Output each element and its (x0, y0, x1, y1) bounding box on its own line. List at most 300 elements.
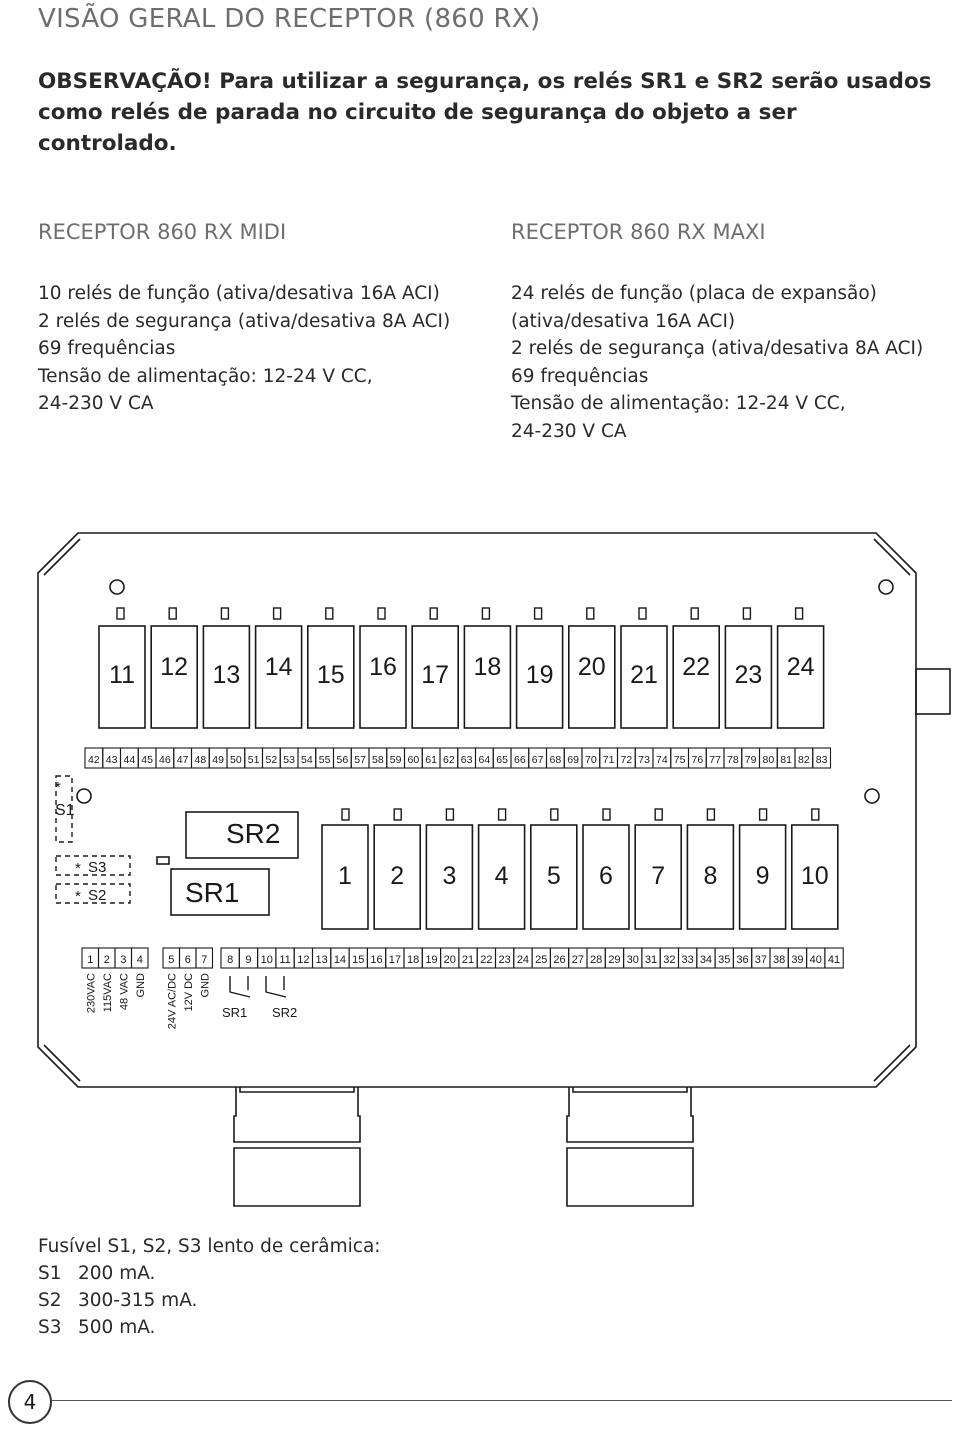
relay-1 (322, 809, 368, 929)
relay-led (169, 608, 176, 619)
terminal-number: 54 (301, 754, 313, 766)
relay-13 (203, 608, 249, 728)
note-prefix: OBSERVAÇÃO! (38, 69, 212, 94)
terminal-number: 64 (478, 754, 491, 766)
terminal-number: 47 (176, 754, 189, 766)
terminal-15 (349, 948, 367, 968)
terminal-78 (724, 748, 742, 768)
terminal-number: 55 (318, 754, 331, 766)
relay-number: 23 (734, 661, 763, 689)
terminal-76 (689, 748, 707, 768)
terminal-47 (174, 748, 192, 768)
terminal-number: 82 (798, 754, 810, 766)
terminal-number: 26 (553, 954, 566, 966)
midi-spec-line: 10 relés de função (ativa/desativa 16A ACI) (38, 283, 440, 304)
terminal-number: 39 (791, 954, 804, 966)
terminal-65 (493, 748, 511, 768)
terminal-23 (496, 948, 514, 968)
terminal-12 (294, 948, 312, 968)
relay-4 (479, 809, 525, 929)
terminal-1 (82, 948, 99, 968)
terminal-number: 67 (531, 754, 544, 766)
mounting-hole (77, 789, 91, 803)
terminal-42 (85, 748, 103, 768)
terminal-number: 16 (370, 954, 383, 966)
mounting-hole (865, 789, 879, 803)
terminal-number: 69 (567, 754, 579, 766)
terminal-52 (263, 748, 281, 768)
terminal-number: 83 (815, 754, 828, 766)
terminal-7 (196, 948, 213, 968)
relay-led (274, 608, 281, 619)
terminal-number: 20 (443, 954, 456, 966)
terminal-number: 45 (141, 754, 153, 766)
terminal-43 (103, 748, 121, 768)
page-title: VISÃO GERAL DO RECEPTOR (860 RX) (38, 4, 541, 34)
terminal-number: 17 (388, 954, 401, 966)
terminal-27 (569, 948, 587, 968)
terminal-66 (511, 748, 529, 768)
terminal-77 (706, 748, 724, 768)
relay-number: 8 (703, 862, 718, 890)
fuse-value: 200 mA. (78, 1263, 156, 1284)
terminal-37 (752, 948, 770, 968)
terminal-number: 48 (194, 754, 207, 766)
terminal-31 (642, 948, 660, 968)
side-tab (916, 669, 950, 714)
relay-number: 19 (525, 661, 554, 689)
corner-mark (874, 539, 910, 575)
terminal-69 (564, 748, 582, 768)
maxi-spec-line: Tensão de alimentação: 12-24 V CC, (511, 393, 846, 414)
dc-terminal-strip (163, 948, 213, 1029)
terminal-59 (387, 748, 405, 768)
terminal-number: 5 (168, 954, 175, 966)
terminal-number: 62 (443, 754, 455, 766)
lower-relays (322, 809, 838, 929)
relay-23 (725, 608, 771, 728)
relay-led (796, 608, 803, 619)
relay-led (535, 608, 542, 619)
terminal-number: 56 (336, 754, 349, 766)
maxi-spec-line: (ativa/desativa 16A ACI) (511, 310, 736, 332)
supply-label: GND (199, 973, 212, 998)
terminal-33 (679, 948, 697, 968)
relay-led (117, 608, 124, 619)
relay-2 (374, 809, 420, 929)
terminal-80 (760, 748, 778, 768)
terminal-63 (458, 748, 476, 768)
midi-spec-line: 69 frequências (38, 338, 176, 359)
terminal-67 (529, 748, 547, 768)
terminal-number: 37 (754, 954, 767, 966)
relay-led (394, 809, 401, 820)
terminal-number: 74 (656, 754, 668, 766)
sr1-terminal-label: SR1 (222, 1005, 248, 1020)
terminal-70 (582, 748, 600, 768)
relay-led (499, 809, 506, 820)
relay-led (639, 608, 646, 619)
relay-number: 12 (160, 653, 189, 681)
relay-number: 16 (369, 653, 397, 681)
terminal-number: 75 (673, 754, 686, 766)
terminal-20 (441, 948, 459, 968)
relay-led (655, 809, 662, 820)
footer-rule (52, 1400, 952, 1401)
terminal-82 (795, 748, 813, 768)
relay-20 (569, 608, 615, 728)
terminal-number: 10 (260, 954, 273, 966)
terminal-number: 70 (585, 754, 597, 766)
terminal-number: 8 (227, 954, 234, 966)
relay-19 (517, 608, 563, 728)
supply-label: 115VAC (101, 973, 114, 1013)
relay-10 (792, 809, 838, 929)
midi-spec-line: 24-230 V CA (38, 393, 154, 414)
corner-mark (44, 1045, 80, 1081)
terminal-34 (697, 948, 715, 968)
terminal-number: 60 (407, 754, 420, 766)
relay-number: 22 (682, 653, 711, 681)
terminal-number: 59 (389, 754, 402, 766)
terminal-21 (459, 948, 477, 968)
terminal-22 (477, 948, 495, 968)
fuse-code: S2 (38, 1290, 62, 1311)
relay-number: 10 (800, 862, 829, 890)
supply-label: GND (134, 973, 147, 998)
fuse-heading: Fusível S1, S2, S3 lento de cerâmica: (38, 1236, 381, 1257)
terminal-45 (138, 748, 156, 768)
terminal-41 (825, 948, 843, 968)
terminal-number: 44 (123, 754, 136, 766)
terminal-55 (316, 748, 334, 768)
supply-label: 24V AC/DC (166, 973, 179, 1030)
terminal-16 (367, 948, 385, 968)
terminal-5 (163, 948, 180, 968)
terminal-64 (476, 748, 494, 768)
terminal-number: 1 (87, 954, 94, 966)
terminal-number: 27 (571, 954, 584, 966)
terminal-number: 40 (809, 954, 822, 966)
fuse-s3-label: S3 (88, 859, 107, 876)
terminal-number: 51 (247, 754, 260, 766)
fuse-star: * (75, 860, 81, 877)
relay-number: 13 (212, 661, 241, 689)
sr2-terminal-label: SR2 (272, 1005, 298, 1020)
lower-terminal-strip (221, 948, 843, 968)
terminal-number: 21 (461, 954, 475, 966)
terminal-number: 25 (535, 954, 548, 966)
terminal-17 (386, 948, 404, 968)
corner-mark (874, 1045, 910, 1081)
maxi-spec-line: 24 relés de função (placa de expansão) (511, 283, 877, 304)
relay-5 (531, 809, 577, 929)
terminal-number: 52 (265, 754, 278, 766)
terminal-9 (239, 948, 257, 968)
terminal-79 (742, 748, 760, 768)
supply-label: 12V DC (182, 973, 195, 1012)
relay-led (326, 608, 333, 619)
terminal-35 (715, 948, 733, 968)
terminal-10 (258, 948, 276, 968)
terminal-number: 4 (136, 954, 143, 966)
terminal-number: 79 (744, 754, 757, 766)
relay-number: 14 (264, 653, 293, 681)
relay-number: 18 (473, 653, 502, 681)
terminal-number: 32 (663, 954, 676, 966)
supply-label: 230VAC (85, 973, 98, 1014)
terminal-4 (132, 948, 149, 968)
relay-number: 21 (630, 661, 658, 689)
relay-number: 15 (316, 661, 345, 689)
relay-led (707, 809, 714, 820)
terminal-36 (733, 948, 751, 968)
relay-24 (778, 608, 824, 728)
terminal-75 (671, 748, 689, 768)
terminal-number: 33 (681, 954, 694, 966)
terminal-81 (777, 748, 795, 768)
note-text: Para utilizar a segurança, os relés SR1 e SR2 serão usados como relés de parada no circuito de segurança do objeto a ser controlado. (38, 69, 932, 156)
relay-17 (412, 608, 458, 728)
terminal-number: 43 (105, 754, 118, 766)
mounting-hole (879, 580, 893, 594)
terminal-24 (514, 948, 532, 968)
fuse-row-s1 (38, 1260, 381, 1287)
terminal-number: 14 (333, 954, 347, 966)
terminal-54 (298, 748, 316, 768)
terminal-61 (422, 748, 440, 768)
terminal-38 (770, 948, 788, 968)
terminal-68 (547, 748, 565, 768)
relay-22 (673, 608, 719, 728)
cable-gland-right (567, 1087, 693, 1142)
terminal-13 (313, 948, 331, 968)
terminal-number: 65 (496, 754, 508, 766)
relay-led (743, 608, 750, 619)
relay-number: 5 (546, 862, 561, 890)
terminal-49 (209, 748, 227, 768)
mounting-hole (110, 580, 124, 594)
terminal-number: 42 (88, 754, 100, 766)
terminal-number: 38 (773, 954, 786, 966)
terminal-number: 22 (480, 954, 493, 966)
relay-11 (99, 608, 145, 728)
terminal-number: 76 (691, 754, 704, 766)
relay-21 (621, 608, 667, 728)
relay-led (221, 608, 228, 619)
terminal-number: 29 (608, 954, 621, 966)
terminal-number: 41 (827, 954, 841, 966)
terminal-74 (653, 748, 671, 768)
terminal-number: 13 (315, 954, 328, 966)
terminal-72 (618, 748, 636, 768)
relay-16 (360, 608, 406, 728)
terminal-number: 46 (159, 754, 171, 766)
terminal-number: 15 (352, 954, 365, 966)
fuse-s2-label: S2 (88, 887, 107, 904)
sr1-label: SR1 (185, 877, 240, 908)
terminal-number: 81 (780, 754, 792, 766)
terminal-number: 73 (638, 754, 650, 766)
relay-15 (308, 608, 354, 728)
maxi-spec-line: 2 relés de segurança (ativa/desativa 8A ACI) (511, 338, 924, 359)
upper-relays (99, 608, 824, 728)
relay-number: 4 (494, 862, 509, 890)
terminal-39 (788, 948, 806, 968)
terminal-number: 71 (602, 754, 615, 766)
terminal-11 (276, 948, 294, 968)
terminal-number: 49 (212, 754, 224, 766)
terminal-6 (180, 948, 197, 968)
fuse-row-s3 (38, 1314, 381, 1341)
terminal-19 (422, 948, 440, 968)
relay-led (482, 608, 489, 619)
relay-led (446, 809, 453, 820)
terminal-number: 3 (120, 954, 127, 966)
terminal-2 (99, 948, 116, 968)
terminal-number: 30 (626, 954, 639, 966)
terminal-26 (550, 948, 568, 968)
terminal-number: 12 (297, 954, 310, 966)
corner-mark (44, 539, 80, 575)
cable-gland-left (234, 1087, 360, 1142)
terminal-number: 58 (372, 754, 384, 766)
terminal-number: 23 (498, 954, 511, 966)
power-terminal-strip (82, 948, 148, 1013)
maxi-spec-line: 69 frequências (511, 365, 649, 387)
relay-8 (687, 809, 733, 929)
fuse-value: 500 mA. (78, 1317, 156, 1338)
terminal-14 (331, 948, 349, 968)
relay-led (760, 809, 767, 820)
terminal-number: 7 (201, 954, 208, 966)
terminal-40 (807, 948, 825, 968)
terminal-46 (156, 748, 174, 768)
fuse-code: S1 (38, 1263, 62, 1284)
terminal-number: 31 (644, 954, 658, 966)
relay-led (587, 608, 594, 619)
terminal-number: 57 (354, 754, 366, 766)
relay-led (603, 809, 610, 820)
relay-number: 17 (421, 661, 450, 689)
terminal-32 (660, 948, 678, 968)
terminal-number: 6 (184, 954, 191, 966)
terminal-51 (245, 748, 263, 768)
terminal-83 (813, 748, 831, 768)
terminal-number: 34 (699, 954, 713, 966)
fuse-info (38, 1233, 381, 1341)
supply-label: 48 VAC (118, 973, 131, 1011)
terminal-number: 68 (549, 754, 562, 766)
terminal-number: 50 (230, 754, 242, 766)
terminal-number: 53 (283, 754, 295, 766)
maxi-spec-line: 24-230 V CA (511, 420, 627, 442)
terminal-8 (221, 948, 239, 968)
relay-number: 11 (109, 661, 135, 689)
terminal-number: 36 (736, 954, 749, 966)
relay-number: 1 (338, 862, 352, 890)
page-number: 4 (8, 1380, 52, 1424)
terminal-number: 2 (103, 954, 110, 966)
terminal-number: 77 (709, 754, 721, 766)
terminal-53 (280, 748, 298, 768)
relay-led (342, 809, 349, 820)
relay-led (812, 809, 819, 820)
relay-number: 24 (786, 653, 815, 681)
relay-led (430, 608, 437, 619)
terminal-58 (369, 748, 387, 768)
terminal-50 (227, 748, 245, 768)
terminal-number: 35 (718, 954, 731, 966)
terminal-number: 9 (245, 954, 252, 966)
relay-number: 2 (390, 862, 405, 890)
fuse-star: * (55, 779, 61, 796)
relay-led (551, 809, 558, 820)
fuse-s1-label: S1 (55, 802, 75, 819)
terminal-25 (532, 948, 550, 968)
relay-7 (635, 809, 681, 929)
terminal-48 (192, 748, 210, 768)
terminal-number: 18 (407, 954, 420, 966)
midi-title: RECEPTOR 860 RX MIDI (38, 220, 287, 244)
relay-number: 20 (577, 653, 606, 681)
terminal-56 (334, 748, 352, 768)
relay-led (378, 608, 385, 619)
terminal-number: 78 (727, 754, 739, 766)
terminal-71 (600, 748, 618, 768)
terminal-18 (404, 948, 422, 968)
terminal-number: 11 (279, 954, 291, 966)
relay-18 (464, 608, 510, 728)
relay-3 (426, 809, 472, 929)
midi-spec-line: 2 relés de segurança (ativa/desativa 8A ACI) (38, 310, 451, 332)
terminal-number: 63 (460, 754, 473, 766)
fuse-code: S3 (38, 1317, 62, 1338)
relay-14 (256, 608, 302, 728)
terminal-28 (587, 948, 605, 968)
terminal-62 (440, 748, 458, 768)
terminal-number: 72 (620, 754, 633, 766)
relay-number: 3 (442, 862, 457, 890)
relay-led (691, 608, 698, 619)
fuse-value: 300-315 mA. (78, 1290, 198, 1311)
relay-number: 9 (755, 862, 770, 890)
terminal-3 (115, 948, 132, 968)
terminal-number: 19 (425, 954, 438, 966)
relay-12 (151, 608, 197, 728)
sr2-label: SR2 (226, 818, 281, 849)
midi-spec-line: Tensão de alimentação: 12-24 V CC, (38, 365, 373, 387)
terminal-44 (121, 748, 139, 768)
terminal-29 (605, 948, 623, 968)
terminal-60 (405, 748, 423, 768)
terminal-number: 28 (590, 954, 603, 966)
upper-terminal-strip (85, 748, 831, 768)
relay-number: 7 (651, 862, 666, 890)
terminal-73 (635, 748, 653, 768)
maxi-title: RECEPTOR 860 RX MAXI (511, 220, 766, 244)
terminal-number: 66 (514, 754, 526, 766)
terminal-number: 24 (516, 954, 530, 966)
connector-small (157, 857, 169, 864)
terminal-number: 61 (425, 754, 437, 766)
relay-number: 6 (599, 862, 613, 890)
fuse-star: * (75, 888, 81, 905)
terminal-number: 80 (762, 754, 775, 766)
terminal-57 (351, 748, 369, 768)
terminal-30 (624, 948, 642, 968)
fuse-row-s2 (38, 1287, 381, 1314)
